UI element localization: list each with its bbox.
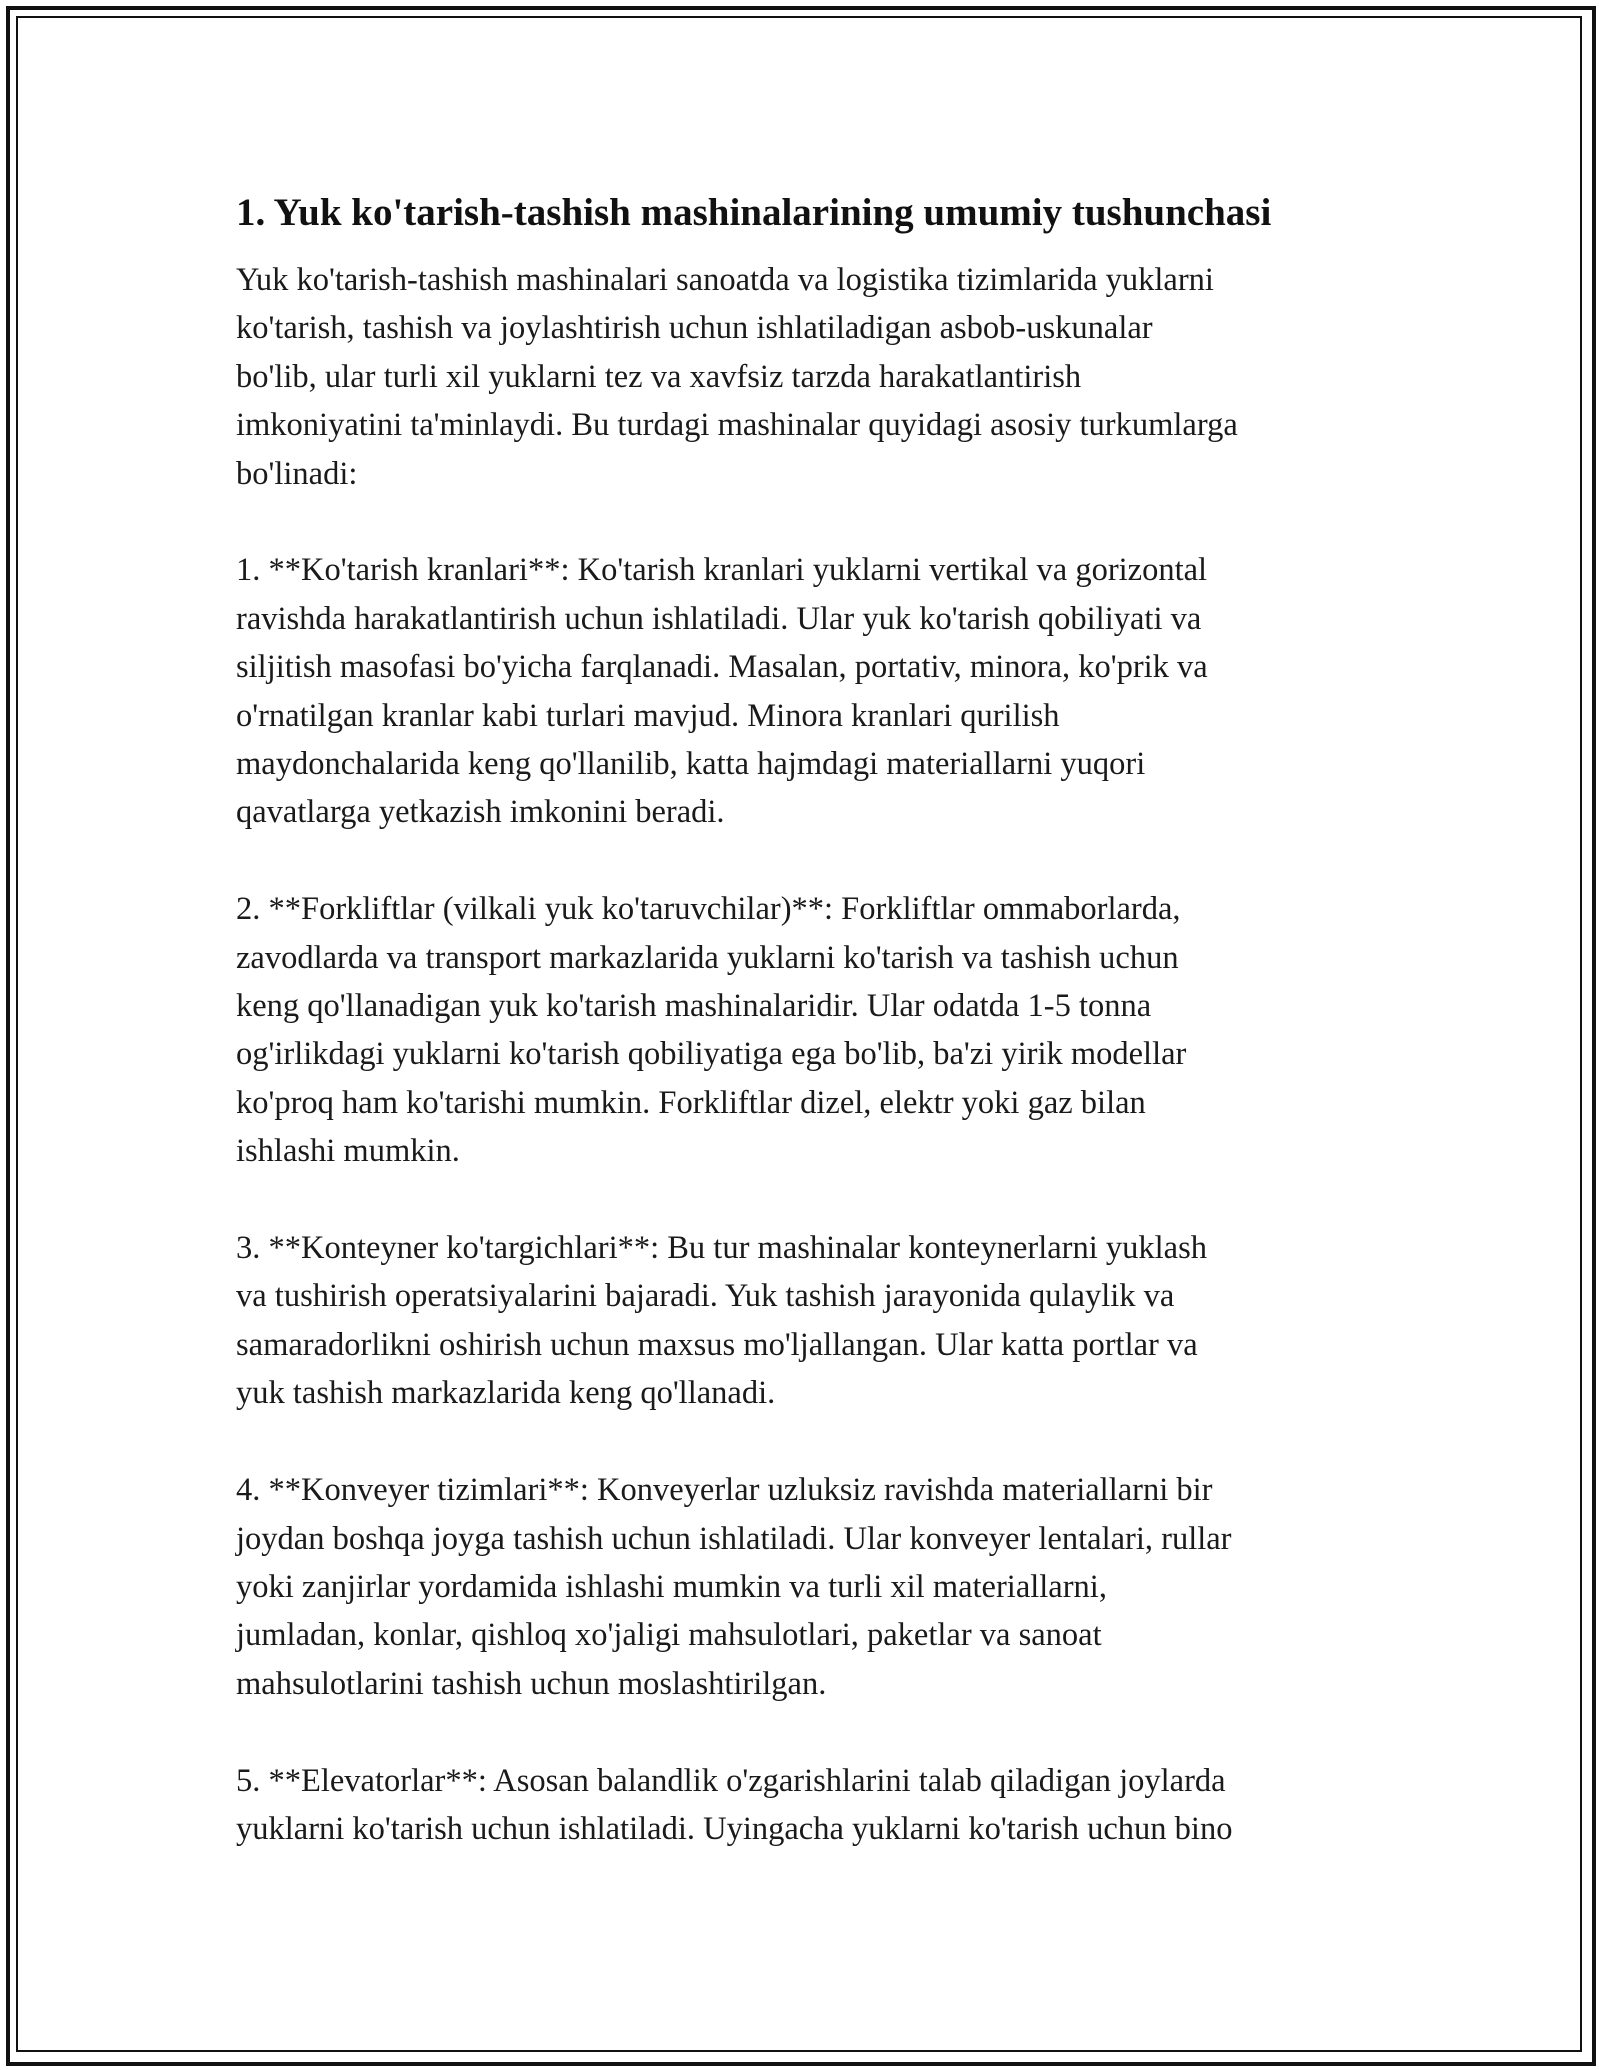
text-line: 4. **Konveyer tizimlari**: Konveyerlar uzluksiz ravishda materiallarni bir	[236, 1472, 1213, 1509]
text-line: ishlashi mumkin.	[236, 1133, 460, 1170]
text-line: 5. **Elevatorlar**: Asosan balandlik o'zgarishlarini talab qiladigan joylarda	[236, 1762, 1226, 1799]
text-line: bo'linadi:	[236, 455, 358, 492]
text-line: yoki zanjirlar yordamida ishlashi mumkin va turli xil materiallarni,	[236, 1568, 1107, 1605]
list-item-4	[236, 1466, 1376, 1708]
text-line: imkoniyatini ta'minlaydi. Bu turdagi mashinalar quyidagi asosiy turkumlarga	[236, 407, 1238, 444]
text-line: jumladan, konlar, qishloq xo'jaligi mahsulotlari, paketlar va sanoat	[236, 1617, 1102, 1654]
text-line: joydan boshqa joyga tashish uchun ishlatiladi. Ular konveyer lentalari, rullar	[236, 1520, 1232, 1557]
text-line: Yuk ko'tarish-tashish mashinalari sanoatda va logistika tizimlarida yuklarni	[236, 262, 1214, 298]
text-line: maydonchalarida keng qo'llanilib, katta hajmdagi materiallarni yuqori	[236, 746, 1146, 783]
text-line: og'irlikdagi yuklarni ko'tarish qobiliyatiga ega bo'lib, ba'zi yirik modellar	[236, 1036, 1187, 1073]
text-line: qavatlarga yetkazish imkonini beradi.	[236, 794, 725, 831]
text-line: yuk tashish markazlarida keng qo'llanadi.	[236, 1375, 776, 1412]
text-line: yuklarni ko'tarish uchun ishlatiladi. Uyingacha yuklarni ko'tarish uchun bino	[236, 1810, 1233, 1847]
paragraph-gap	[236, 1418, 1376, 1466]
text-line: 1. **Ko'tarish kranlari**: Ko'tarish kranlari yuklarni vertikal va gorizontal	[236, 552, 1208, 589]
text-line: 3. **Konteyner ko'targichlari**: Bu tur mashinalar konteynerlarni yuklash	[236, 1230, 1207, 1267]
paragraph-gap	[236, 498, 1376, 546]
text-line: va tushirish operatsiyalarini bajaradi. Yuk tashish jarayonida qulaylik va	[236, 1278, 1175, 1315]
list-item-2	[236, 885, 1376, 1175]
text-line: siljitish masofasi bo'yicha farqlanadi. Masalan, portativ, minora, ko'prik va	[236, 649, 1208, 686]
list-item-1	[236, 546, 1376, 836]
text-line: mahsulotlarini tashish uchun moslashtirilgan.	[236, 1665, 827, 1702]
text-line: ko'proq ham ko'tarishi mumkin. Forkliftlar dizel, elektr yoki gaz bilan	[236, 1084, 1146, 1121]
intro-paragraph	[236, 256, 1376, 498]
text-line: 2. **Forkliftlar (vilkali yuk ko'taruvchilar)**: Forkliftlar ommaborlarda,	[236, 891, 1181, 928]
paragraph-gap	[236, 837, 1376, 885]
text-line: ko'tarish, tashish va joylashtirish uchun ishlatiladigan asbob-uskunalar	[236, 310, 1153, 347]
text-line: ravishda harakatlantirish uchun ishlatiladi. Ular yuk ko'tarish qobiliyati va	[236, 600, 1202, 637]
paragraph-gap	[236, 1708, 1376, 1756]
text-line: zavodlarda va transport markazlarida yuklarni ko'tarish va tashish uchun	[236, 939, 1179, 976]
list-item-5	[236, 1757, 1376, 1854]
text-line: o'rnatilgan kranlar kabi turlari mavjud. Minora kranlari qurilish	[236, 697, 1060, 734]
text-line: samaradorlikni oshirish uchun maxsus mo'ljallangan. Ular katta portlar va	[236, 1326, 1198, 1363]
section-text	[236, 256, 1376, 1853]
text-line: keng qo'llanadigan yuk ko'tarish mashinalaridir. Ular odatda 1-5 tonna	[236, 988, 1152, 1025]
paragraph-gap	[236, 1176, 1376, 1224]
list-item-3	[236, 1224, 1376, 1418]
document-body	[236, 186, 1376, 1853]
text-line: bo'lib, ular turli xil yuklarni tez va xavfsiz tarzda harakatlantirish	[236, 358, 1082, 395]
section-title: 1. Yuk ko'tarish-tashish mashinalarining umumiy tushunchasi	[236, 191, 1272, 234]
